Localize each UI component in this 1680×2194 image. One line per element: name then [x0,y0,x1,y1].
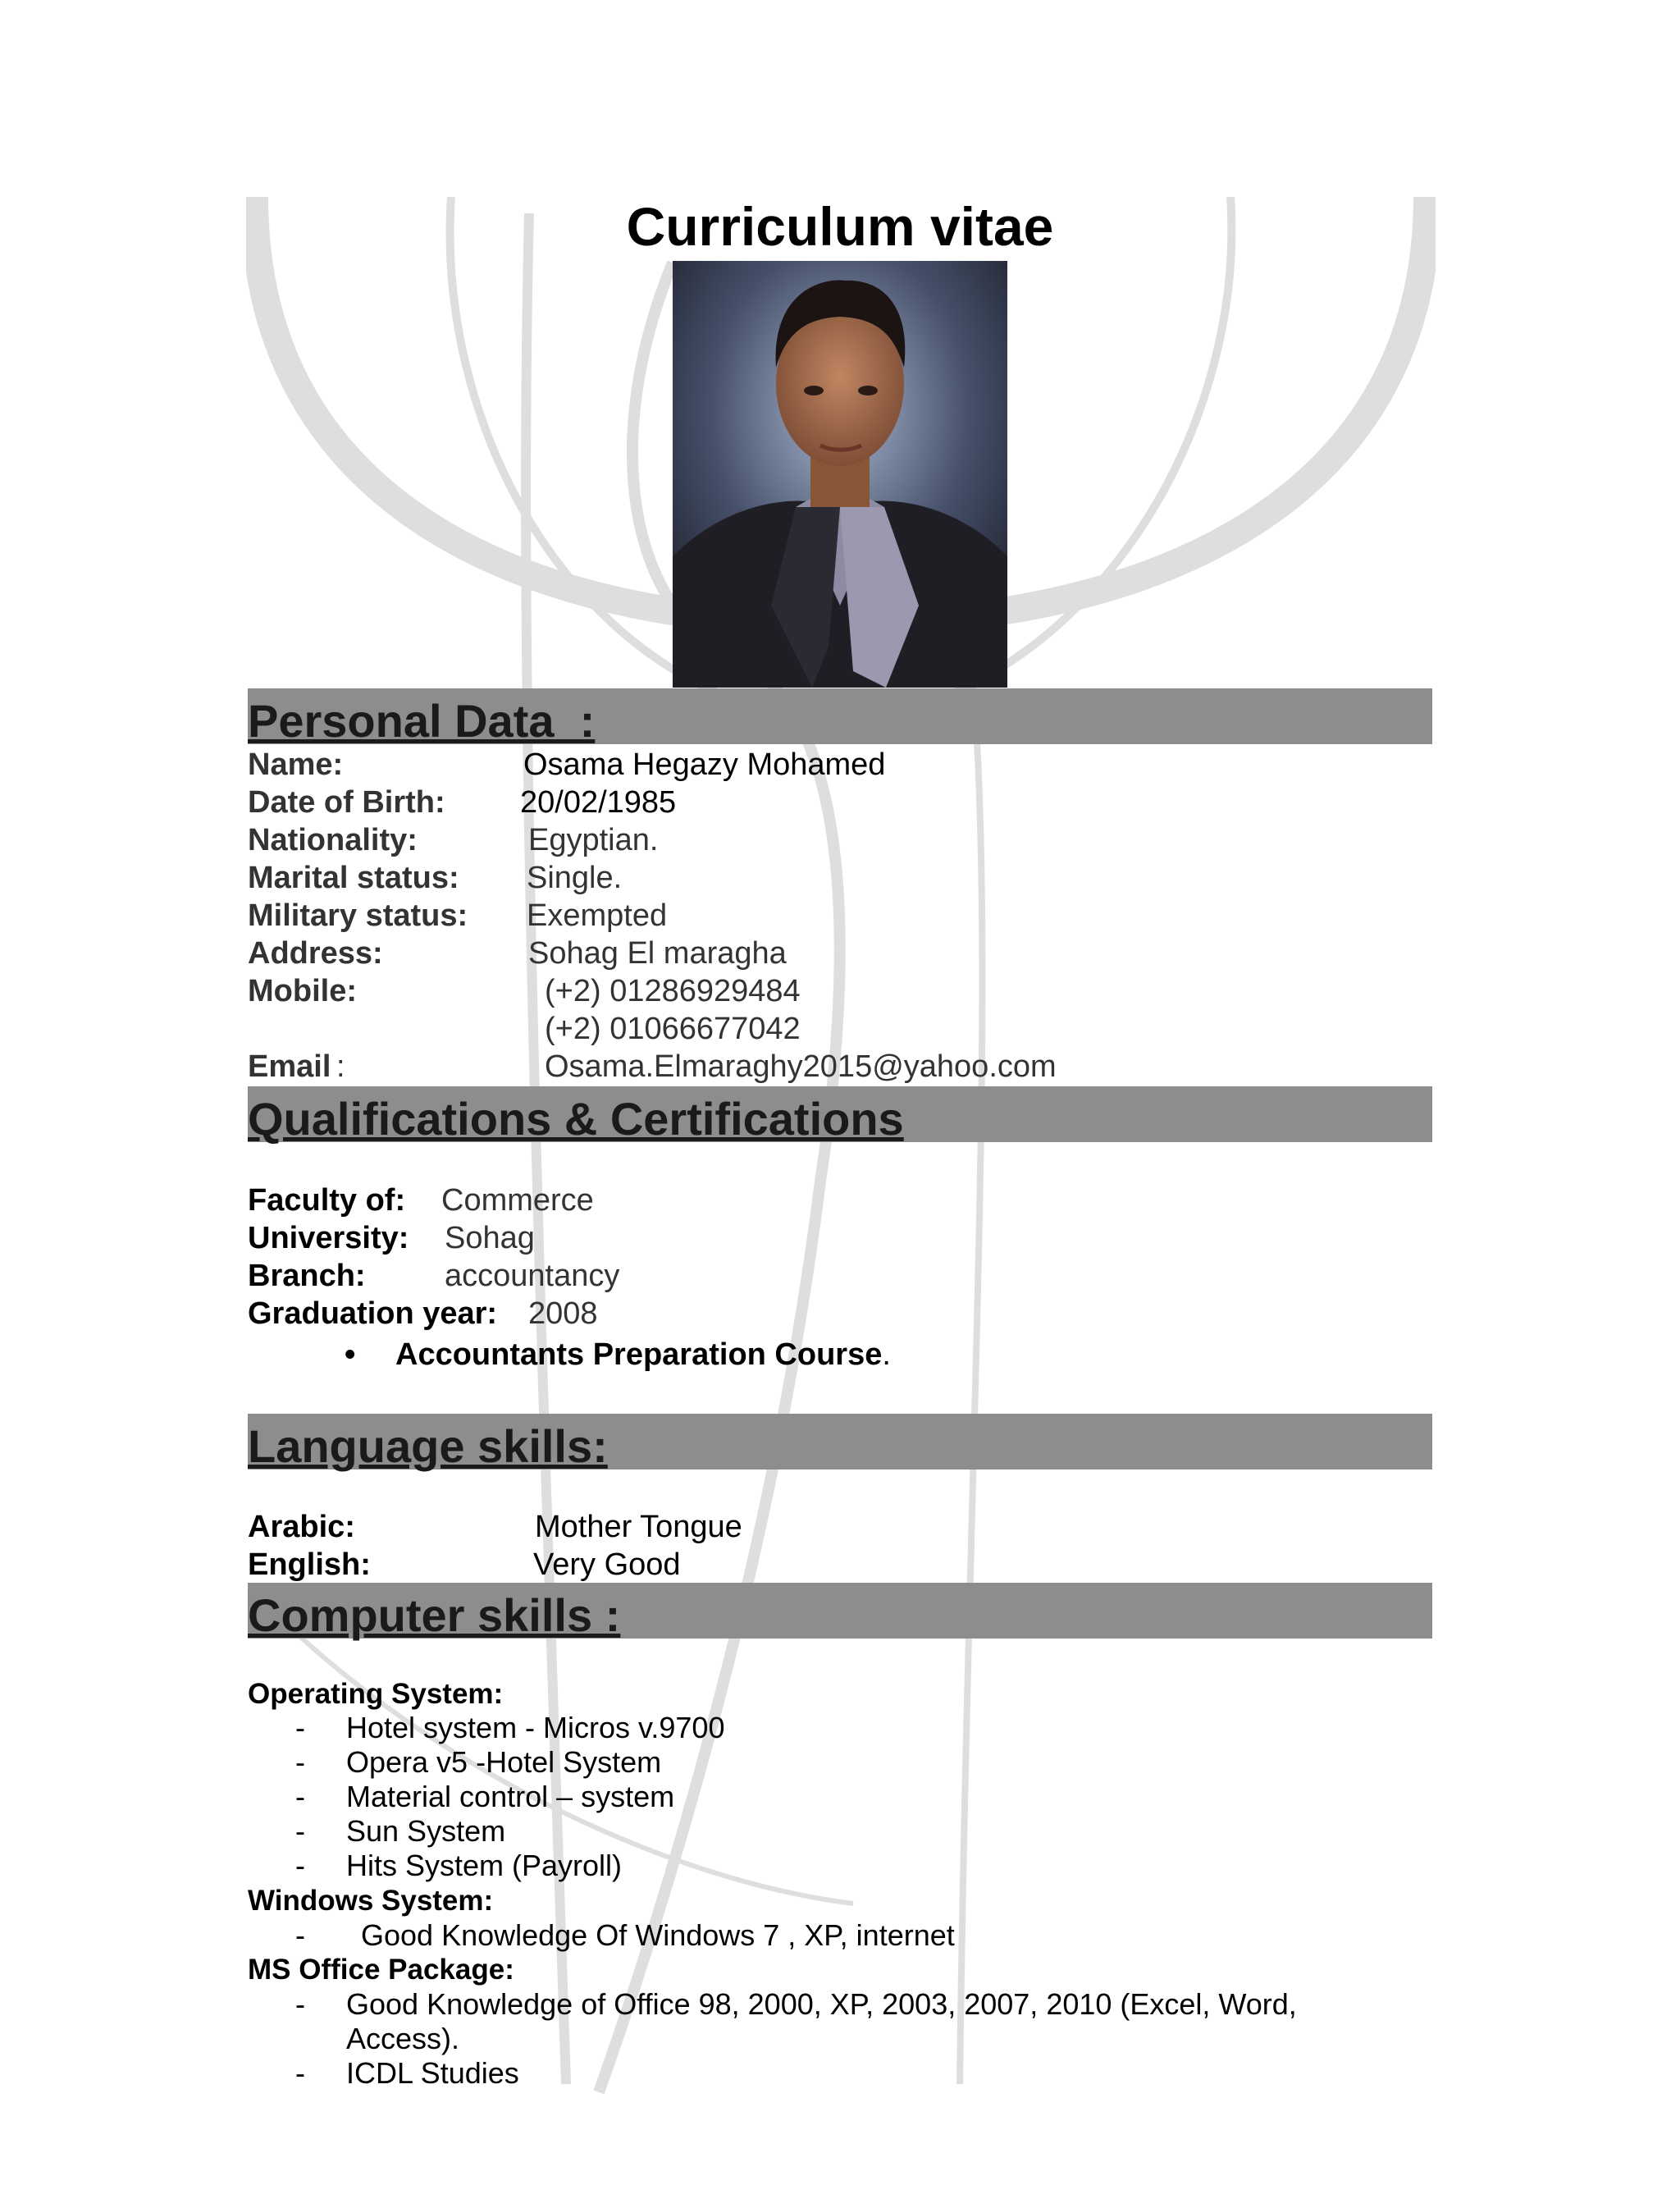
field-value: Sohag [445,1221,535,1255]
field-value: 2008 [528,1296,598,1331]
section-personal-data [248,688,1432,747]
dash-icon: - [295,2056,305,2090]
section-heading-qualifications: Qualifications & Certifications [248,1093,904,1145]
field-label: Branch: [248,1259,366,1293]
field-label: University: [248,1221,409,1255]
list-item: - Good Knowledge Of Windows 7 , XP, internet [295,1918,955,1952]
field-label: English: [248,1547,371,1582]
bullet-icon: • [345,1337,356,1372]
section-heading-personal-data: Personal Data : [248,695,596,747]
list-item: - ICDL Studies [295,2056,519,2090]
section-computer-skills [248,1583,1432,1639]
dash-icon: - [295,1849,305,1882]
field-value: 20/02/1985 [520,785,677,820]
portrait-image [673,261,1007,688]
field-value: Commerce [441,1183,594,1218]
dash-icon: - [295,1745,305,1779]
section-heading-computer-skills: Computer skills : [248,1589,621,1641]
document-title: Curriculum vitae [626,196,1054,257]
field-value: Egyptian. [528,823,659,857]
field-label: Mobile: [248,974,357,1008]
field-value: Osama Hegazy Mohamed [523,747,886,782]
field-label: Graduation year: [248,1296,498,1331]
list-item: - Sun System [295,1814,506,1848]
field-label: Email [248,1049,331,1084]
field-label: Military status: [248,898,468,933]
subheading-windows-system: Windows System: [248,1885,494,1917]
dash-icon: - [295,1918,305,1952]
section-heading-language-skills: Language skills: [248,1420,608,1472]
section-qualifications [248,1086,1432,1145]
field-value: Single. [527,861,623,895]
field-label: Faculty of: [248,1183,406,1218]
field-value: Mother Tongue [535,1510,742,1544]
field-label: Date of Birth: [248,785,445,820]
email-link[interactable]: Osama.Elmaraghy2015@yahoo.com [545,1049,1057,1084]
field-value: (+2) 01066677042 [545,1012,801,1046]
list-item: - Good Knowledge of Office 98, 2000, XP, 2003, 2007, 2010 (Excel, Word, [295,1987,1297,2021]
list-item: - Hotel system - Micros v.9700 [295,1711,725,1744]
colon: : [336,1049,345,1084]
field-value: accountancy [445,1259,620,1293]
dash-icon: - [295,1780,305,1813]
subheading-operating-system: Operating System: [248,1678,504,1710]
field-value: Very Good [533,1547,681,1582]
field-label: Marital status: [248,861,459,895]
list-item: - Opera v5 -Hotel System [295,1745,662,1779]
field-value: Sohag El maragha [528,936,787,971]
dash-icon: - [295,1987,305,2021]
list-item: - Hits System (Payroll) [295,1849,623,1882]
field-label: Arabic: [248,1510,355,1544]
dash-icon: - [295,1814,305,1848]
field-label: Name: [248,747,344,782]
field-value: Exempted [527,898,668,933]
field-label: Address: [248,936,383,971]
section-language-skills [248,1414,1432,1470]
field-label: Nationality: [248,823,418,857]
list-item-continuation: Access). [346,2022,460,2055]
list-item: - Material control – system [295,1780,675,1813]
course-text: Accountants Preparation Course. [395,1337,891,1372]
profile-photo [673,261,1007,688]
field-value: (+2) 01286929484 [545,974,801,1008]
subheading-ms-office: MS Office Package: [248,1954,514,1986]
dash-icon: - [295,1711,305,1744]
